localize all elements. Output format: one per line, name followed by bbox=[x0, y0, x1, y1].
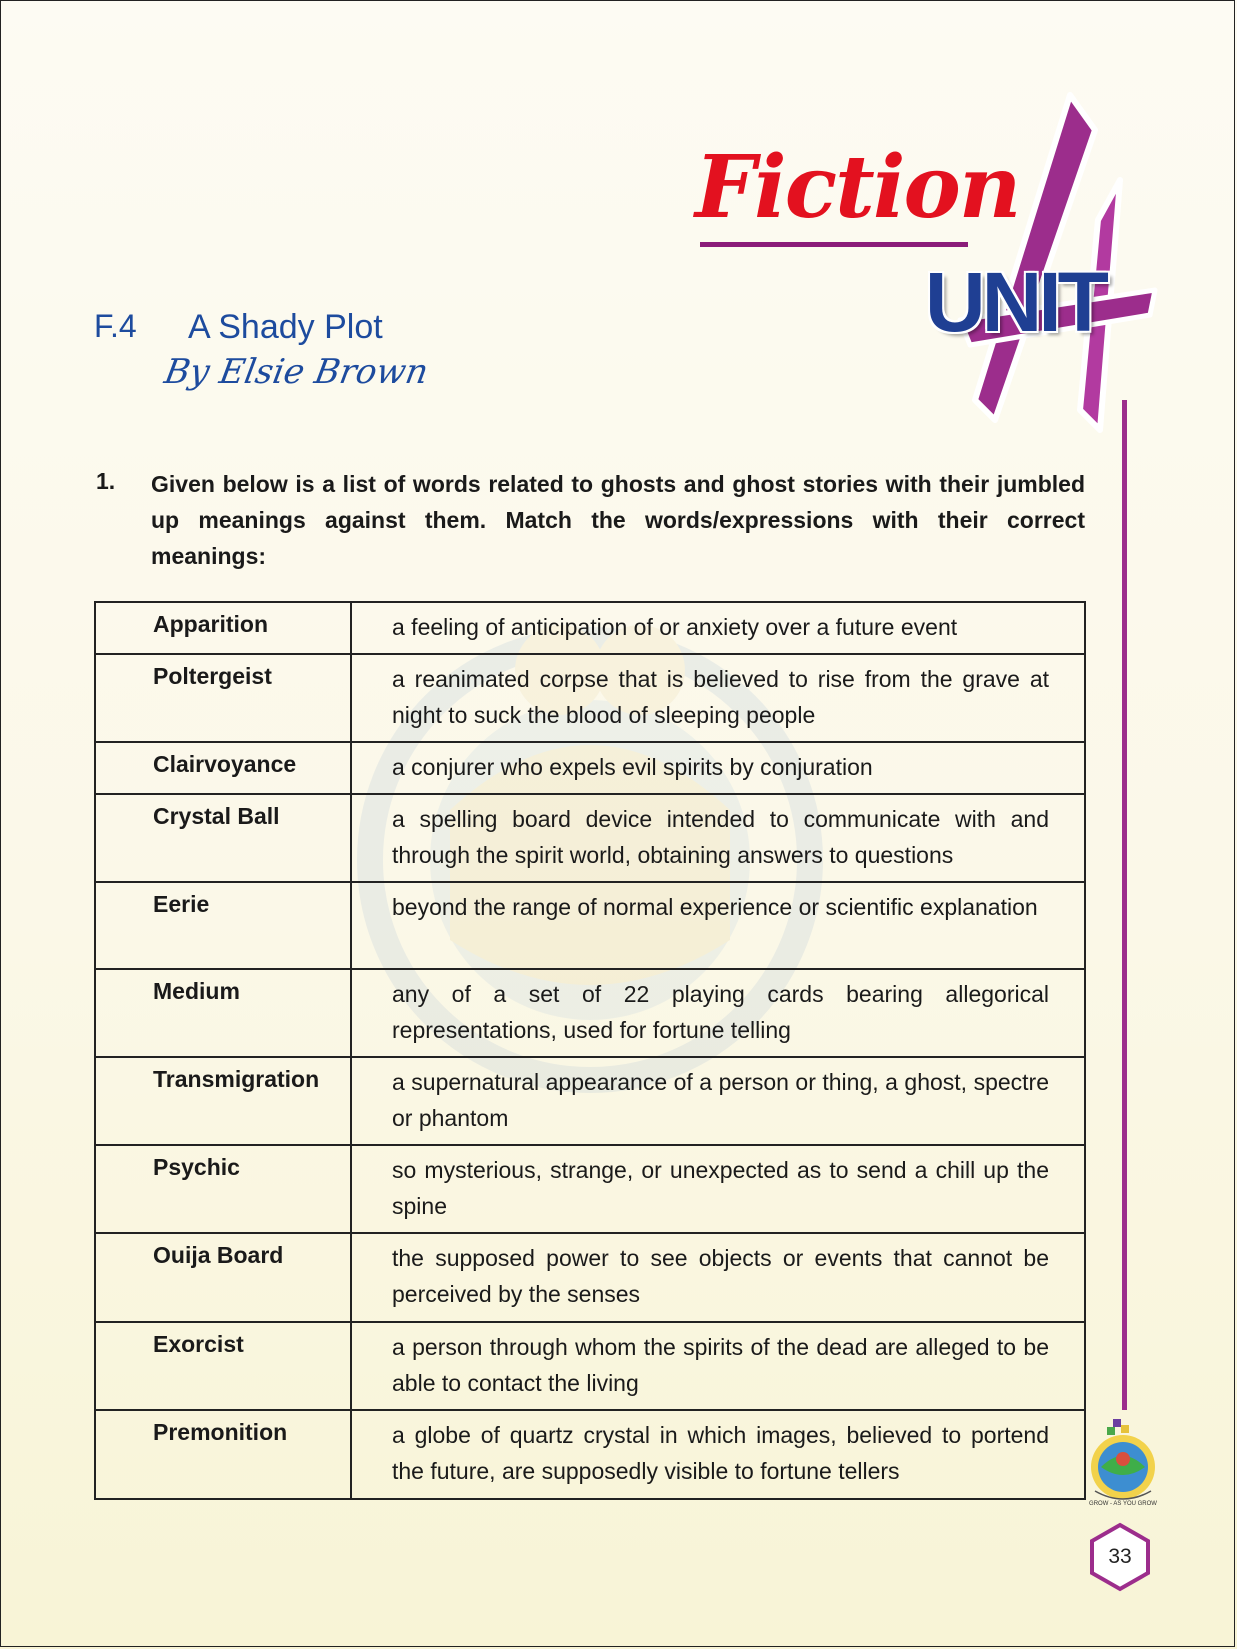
meaning-cell: any of a set of 22 playing cards bearing allegorical representations, used for fortune telling bbox=[351, 969, 1085, 1057]
meaning-cell: a conjurer who expels evil spirits by conjuration bbox=[351, 742, 1085, 794]
word-cell: Poltergeist bbox=[95, 654, 351, 742]
table-row bbox=[95, 1322, 1085, 1410]
meaning-cell: the supposed power to see objects or events that cannot be perceived by the senses bbox=[351, 1233, 1085, 1322]
meaning-cell: a spelling board device intended to communicate with and through the spirit world, obtaining answers to questions bbox=[351, 794, 1085, 882]
word-cell: Apparition bbox=[95, 602, 351, 654]
word-meaning-table bbox=[94, 601, 1086, 1500]
table-row bbox=[95, 1057, 1085, 1145]
word-cell: Medium bbox=[95, 969, 351, 1057]
question-instructions: Given below is a list of words related to ghosts and ghost stories with their jumbled up meanings against them. Match the words/expressions with their correct meanings: bbox=[151, 471, 1085, 569]
table-row bbox=[95, 602, 1085, 654]
table-row bbox=[95, 654, 1085, 742]
word-cell: Transmigration bbox=[95, 1057, 351, 1145]
section-title: A Shady Plot bbox=[188, 308, 383, 346]
author-byline: By Elsie Brown bbox=[161, 352, 432, 392]
table-row bbox=[95, 794, 1085, 882]
table-row bbox=[95, 882, 1085, 969]
meaning-cell: a feeling of anticipation of or anxiety over a future event bbox=[351, 602, 1085, 654]
meaning-cell: a reanimated corpse that is believed to rise from the grave at night to suck the blood of sleeping people bbox=[351, 654, 1085, 742]
publisher-logo-icon bbox=[1083, 1415, 1163, 1510]
right-margin-line bbox=[1122, 400, 1127, 1410]
table-row bbox=[95, 1410, 1085, 1499]
meaning-cell: a supernatural appearance of a person or thing, a ghost, spectre or phantom bbox=[351, 1057, 1085, 1145]
word-cell: Psychic bbox=[95, 1145, 351, 1233]
word-cell: Crystal Ball bbox=[95, 794, 351, 882]
logo-caption: GROW - AS YOU GROW bbox=[1089, 1501, 1157, 1507]
section-number: F.4 bbox=[94, 308, 137, 344]
question-number: 1. bbox=[96, 468, 116, 494]
table-row bbox=[95, 742, 1085, 794]
page-number: 33 bbox=[1108, 1545, 1132, 1568]
word-cell: Exorcist bbox=[95, 1322, 351, 1410]
fiction-heading: Fiction bbox=[695, 137, 1020, 238]
table-row bbox=[95, 1233, 1085, 1322]
meaning-cell: so mysterious, strange, or unexpected as to send a chill up the spine bbox=[351, 1145, 1085, 1233]
table-row bbox=[95, 969, 1085, 1057]
word-cell: Premonition bbox=[95, 1410, 351, 1499]
meaning-cell: beyond the range of normal experience or scientific explanation bbox=[351, 882, 1085, 969]
word-cell: Ouija Board bbox=[95, 1233, 351, 1322]
word-cell: Eerie bbox=[95, 882, 351, 969]
word-cell: Clairvoyance bbox=[95, 742, 351, 794]
meaning-cell: a person through whom the spirits of the dead are alleged to be able to contact the living bbox=[351, 1322, 1085, 1410]
table-row bbox=[95, 1145, 1085, 1233]
unit-label: UNIT bbox=[925, 255, 1105, 349]
meaning-cell: a globe of quartz crystal in which images, believed to portend the future, are supposedly visible to fortune tellers bbox=[351, 1410, 1085, 1499]
